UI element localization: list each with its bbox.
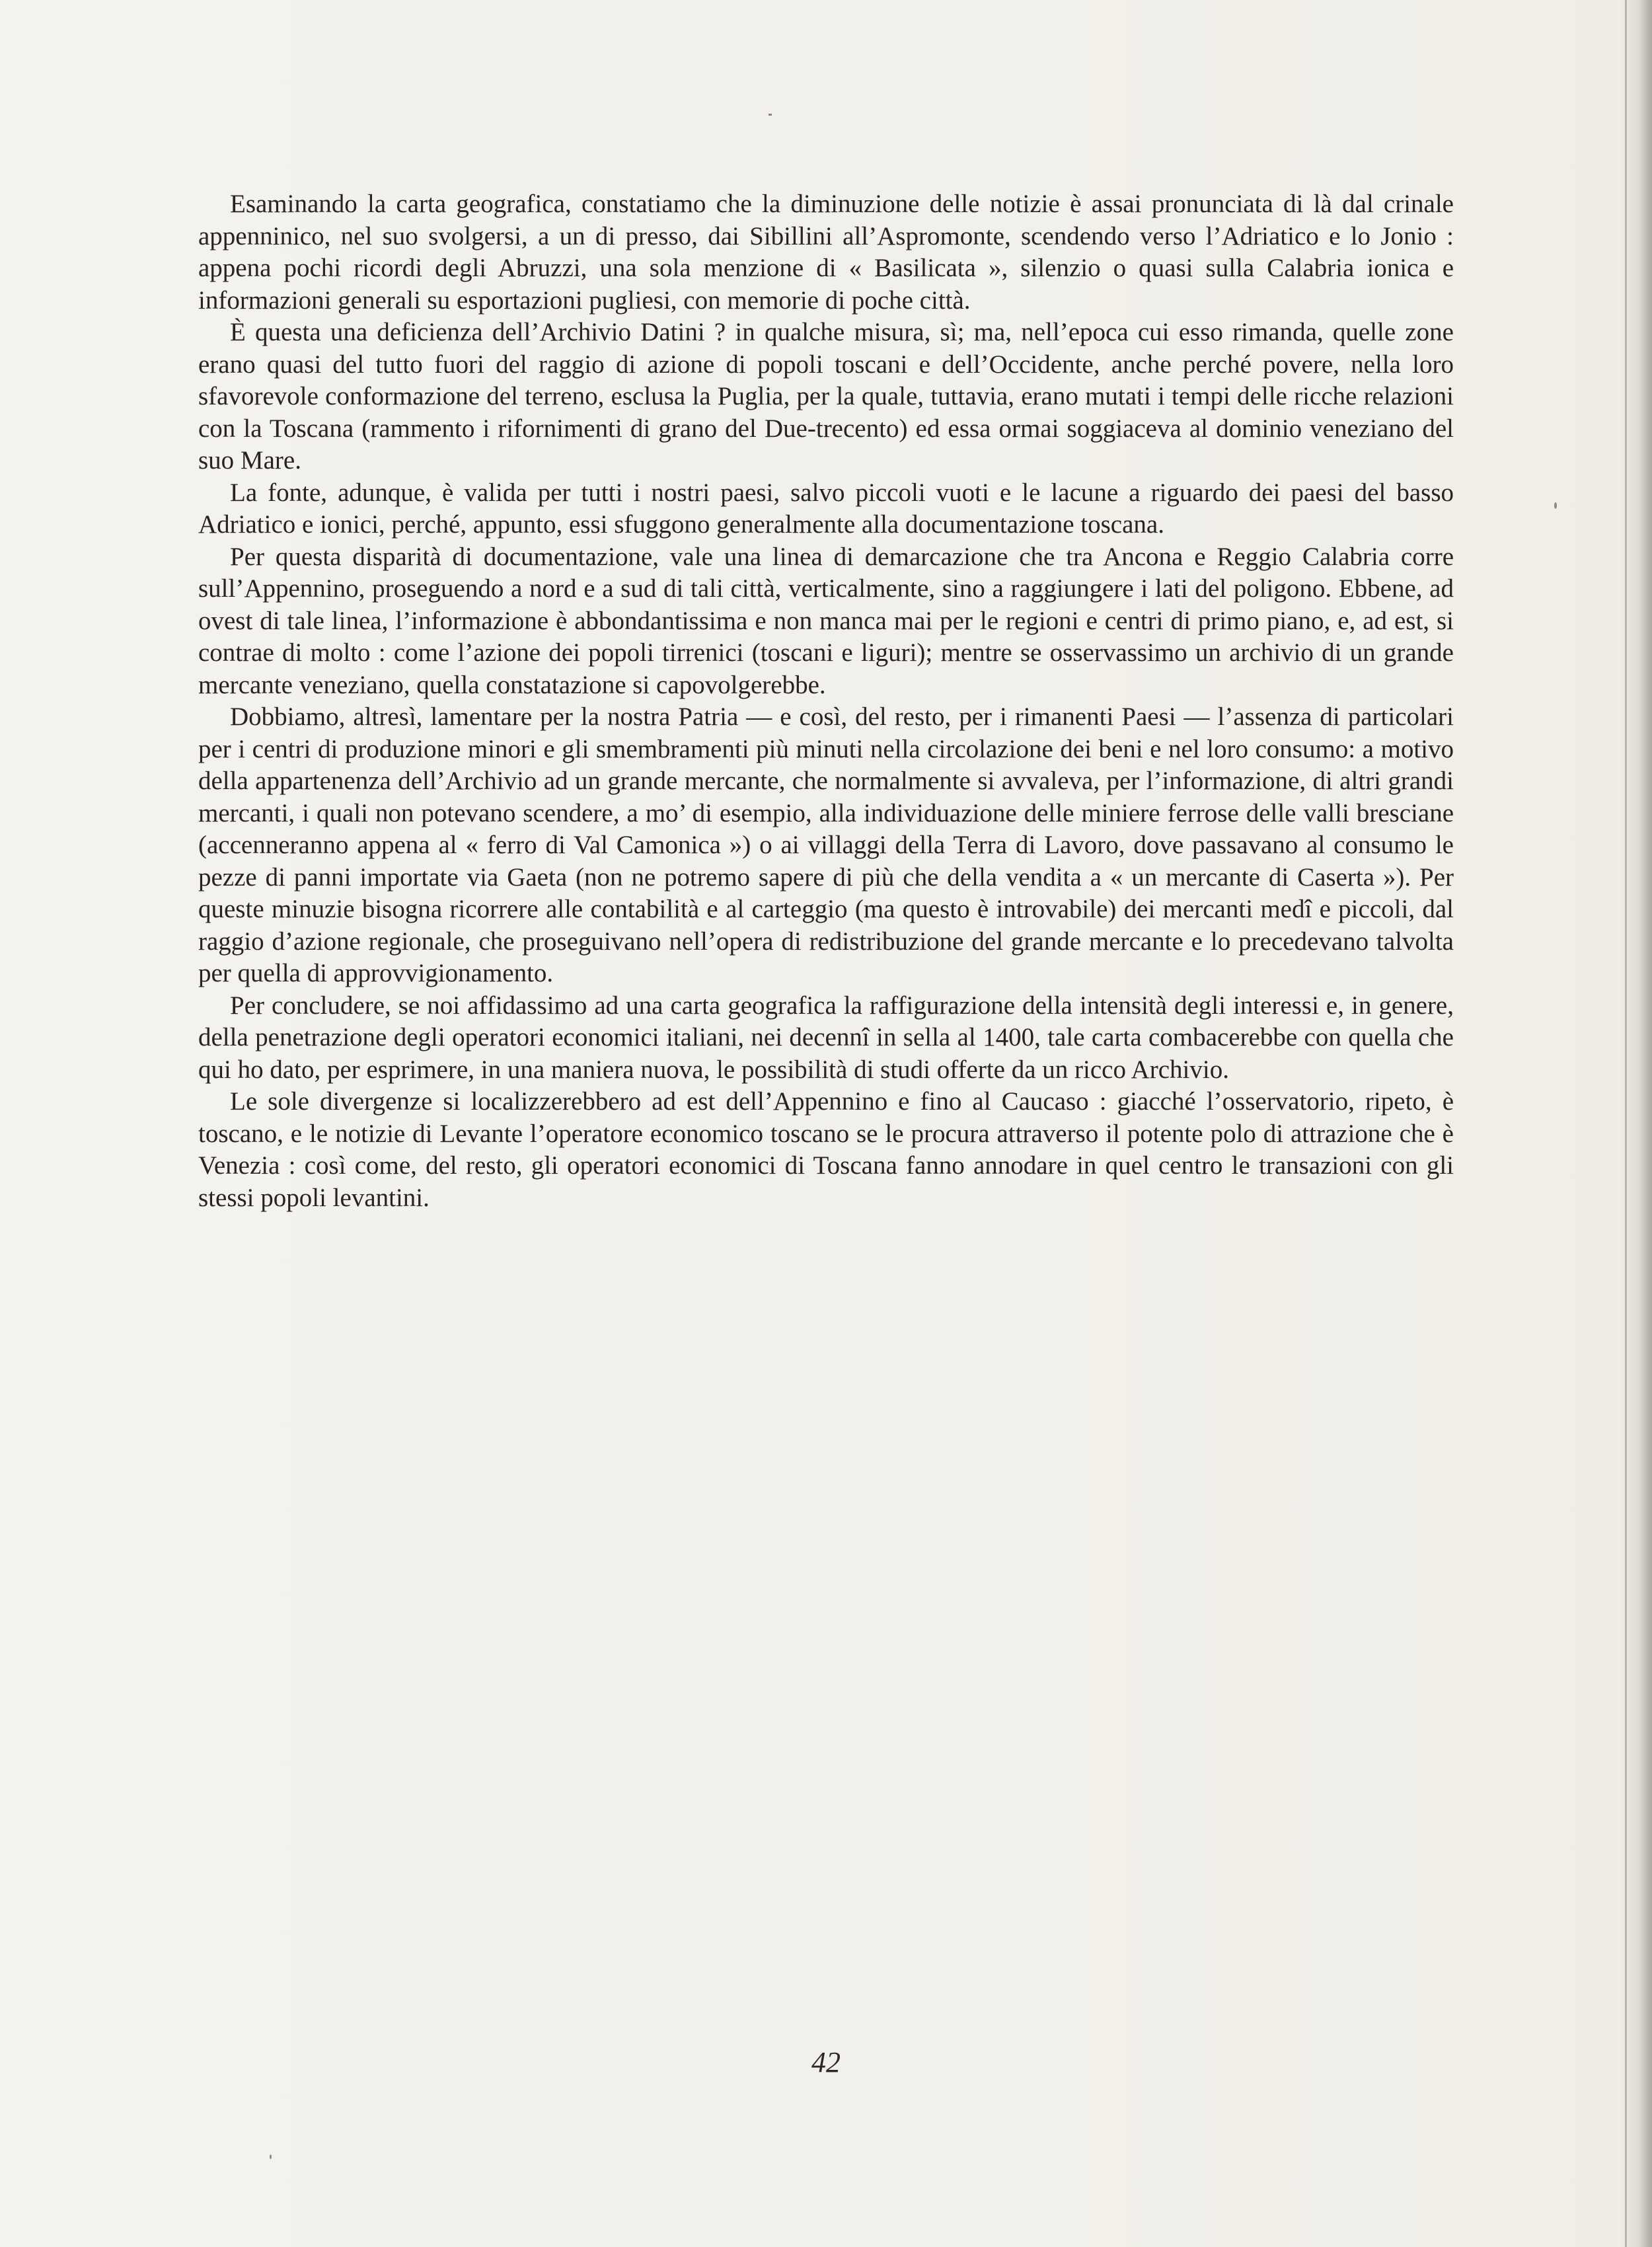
paragraph-4: Per questa disparità di documentazione, vale una linea di demarcazione che tra Ancona e Reggio Calabria corre sull’Appennino, proseguendo a nord e a sud di tali città, verticalmente, sino a raggiungere i lati del poligono. Ebbene, ad ovest di tale linea, l’informazione è abbondantissima e non manca mai per le regioni e centri di primo piano, e, ad est, si contrae di molto : come l’azione dei popoli tirrenici (toscani e liguri); mentre se osservassimo un archivio di un grande mercante veneziano, quella constatazione si capovolgerebbe. [198,542,1454,699]
paragraph-1: Esaminando la carta geografica, constatiamo che la diminuzione delle notizie è assai pronunciata di là dal crinale appenninico, nel suo svolgersi, a un di presso, dai Sibillini all’Aspromonte, scendendo verso l’Adriatico e lo Jonio : appena pochi ricordi degli Abruzzi, una sola menzione di « Basilicata », silenzio o quasi sulla Calabria ionica e informazioni generali su esportazioni pugliesi, con memorie di poche città. [198,190,1454,315]
paragraph-7: Le sole divergenze si localizzerebbero ad est dell’Appennino e fino al Caucaso : giacché l’osservatorio, ripeto, è toscano, e le notizie di Levante l’operatore economico toscano se le procura attraverso il potente polo di attrazione che è Venezia : così come, del resto, gli operatori economici di Toscana fanno annodare in quel centro le transazioni con gli stessi popoli levantini. [198,1087,1454,1212]
page-number: 42 [811,2046,841,2078]
paragraph-3: La fonte, adunque, è valida per tutti i nostri paesi, salvo piccoli vuoti e le lacune a riguardo dei paesi del basso Adriatico e ionici, perché, appunto, essi sfuggono generalmente alla documentazione toscana. [198,478,1454,539]
paragraph-5: Dobbiamo, altresì, lamentare per la nostra Patria — e così, del resto, per i rimanenti Paesi — l’assenza di particolari per i centri di produzione minori e gli smembramenti più minuti nella circolazione dei beni e nel loro consumo: a motivo della appartenenza dell’Archivio ad un grande mercante, che normalmente si avvaleva, per l’informazione, di altri grandi mercanti, i quali non potevano scendere, a mo’ di esempio, alla individuazione delle miniere ferrose delle valli bresciane (accenneranno appena al « ferro di Val Camonica ») o ai villaggi della Terra di Lavoro, dove passavano al consumo le pezze di panni importate via Gaeta (non ne potremo sapere di più che della vendita a « un mercante di Caserta »). Per queste minuzie bisogna ricorrere alle contabilità e al carteggio (ma questo è introvabile) dei mercanti medî e piccoli, dal raggio d’azione regionale, che proseguivano nell’opera di redistribuzione del grande mercante e lo precedevano talvolta per quella di approvvigionamento. [198,703,1454,987]
paragraph-2: È questa una deficienza dell’Archivio Datini ? in qualche misura, sì; ma, nell’epoca cui esso rimanda, quelle zone erano quasi del tutto fuori del raggio di azione di popoli toscani e dell’Occidente, anche perché povere, nella loro sfavorevole conformazione del terreno, esclusa la Puglia, per la quale, tuttavia, erano mutati i tempi delle ricche relazioni con la Toscana (rammento i rifornimenti di grano del Due-trecento) ed essa ormai soggiaceva al dominio veneziano del suo Mare. [198,318,1454,475]
body-text [198,188,1454,1214]
margin-speck [1554,502,1557,509]
page-edge-shadow [1619,0,1652,2247]
paragraph-6: Per concludere, se noi affidassimo ad una carta geografica la raffigurazione della intensità degli interessi e, in genere, della penetrazione degli operatori economici italiani, nei decennî in sella al 1400, tale carta combacerebbe con quella che qui ho dato, per esprimere, in una maniera nuova, le possibilità di studi offerte da un ricco Archivio. [198,991,1454,1084]
top-dot-mark [769,114,772,116]
page-edge-line [1625,0,1627,2247]
margin-speck [270,2154,272,2159]
